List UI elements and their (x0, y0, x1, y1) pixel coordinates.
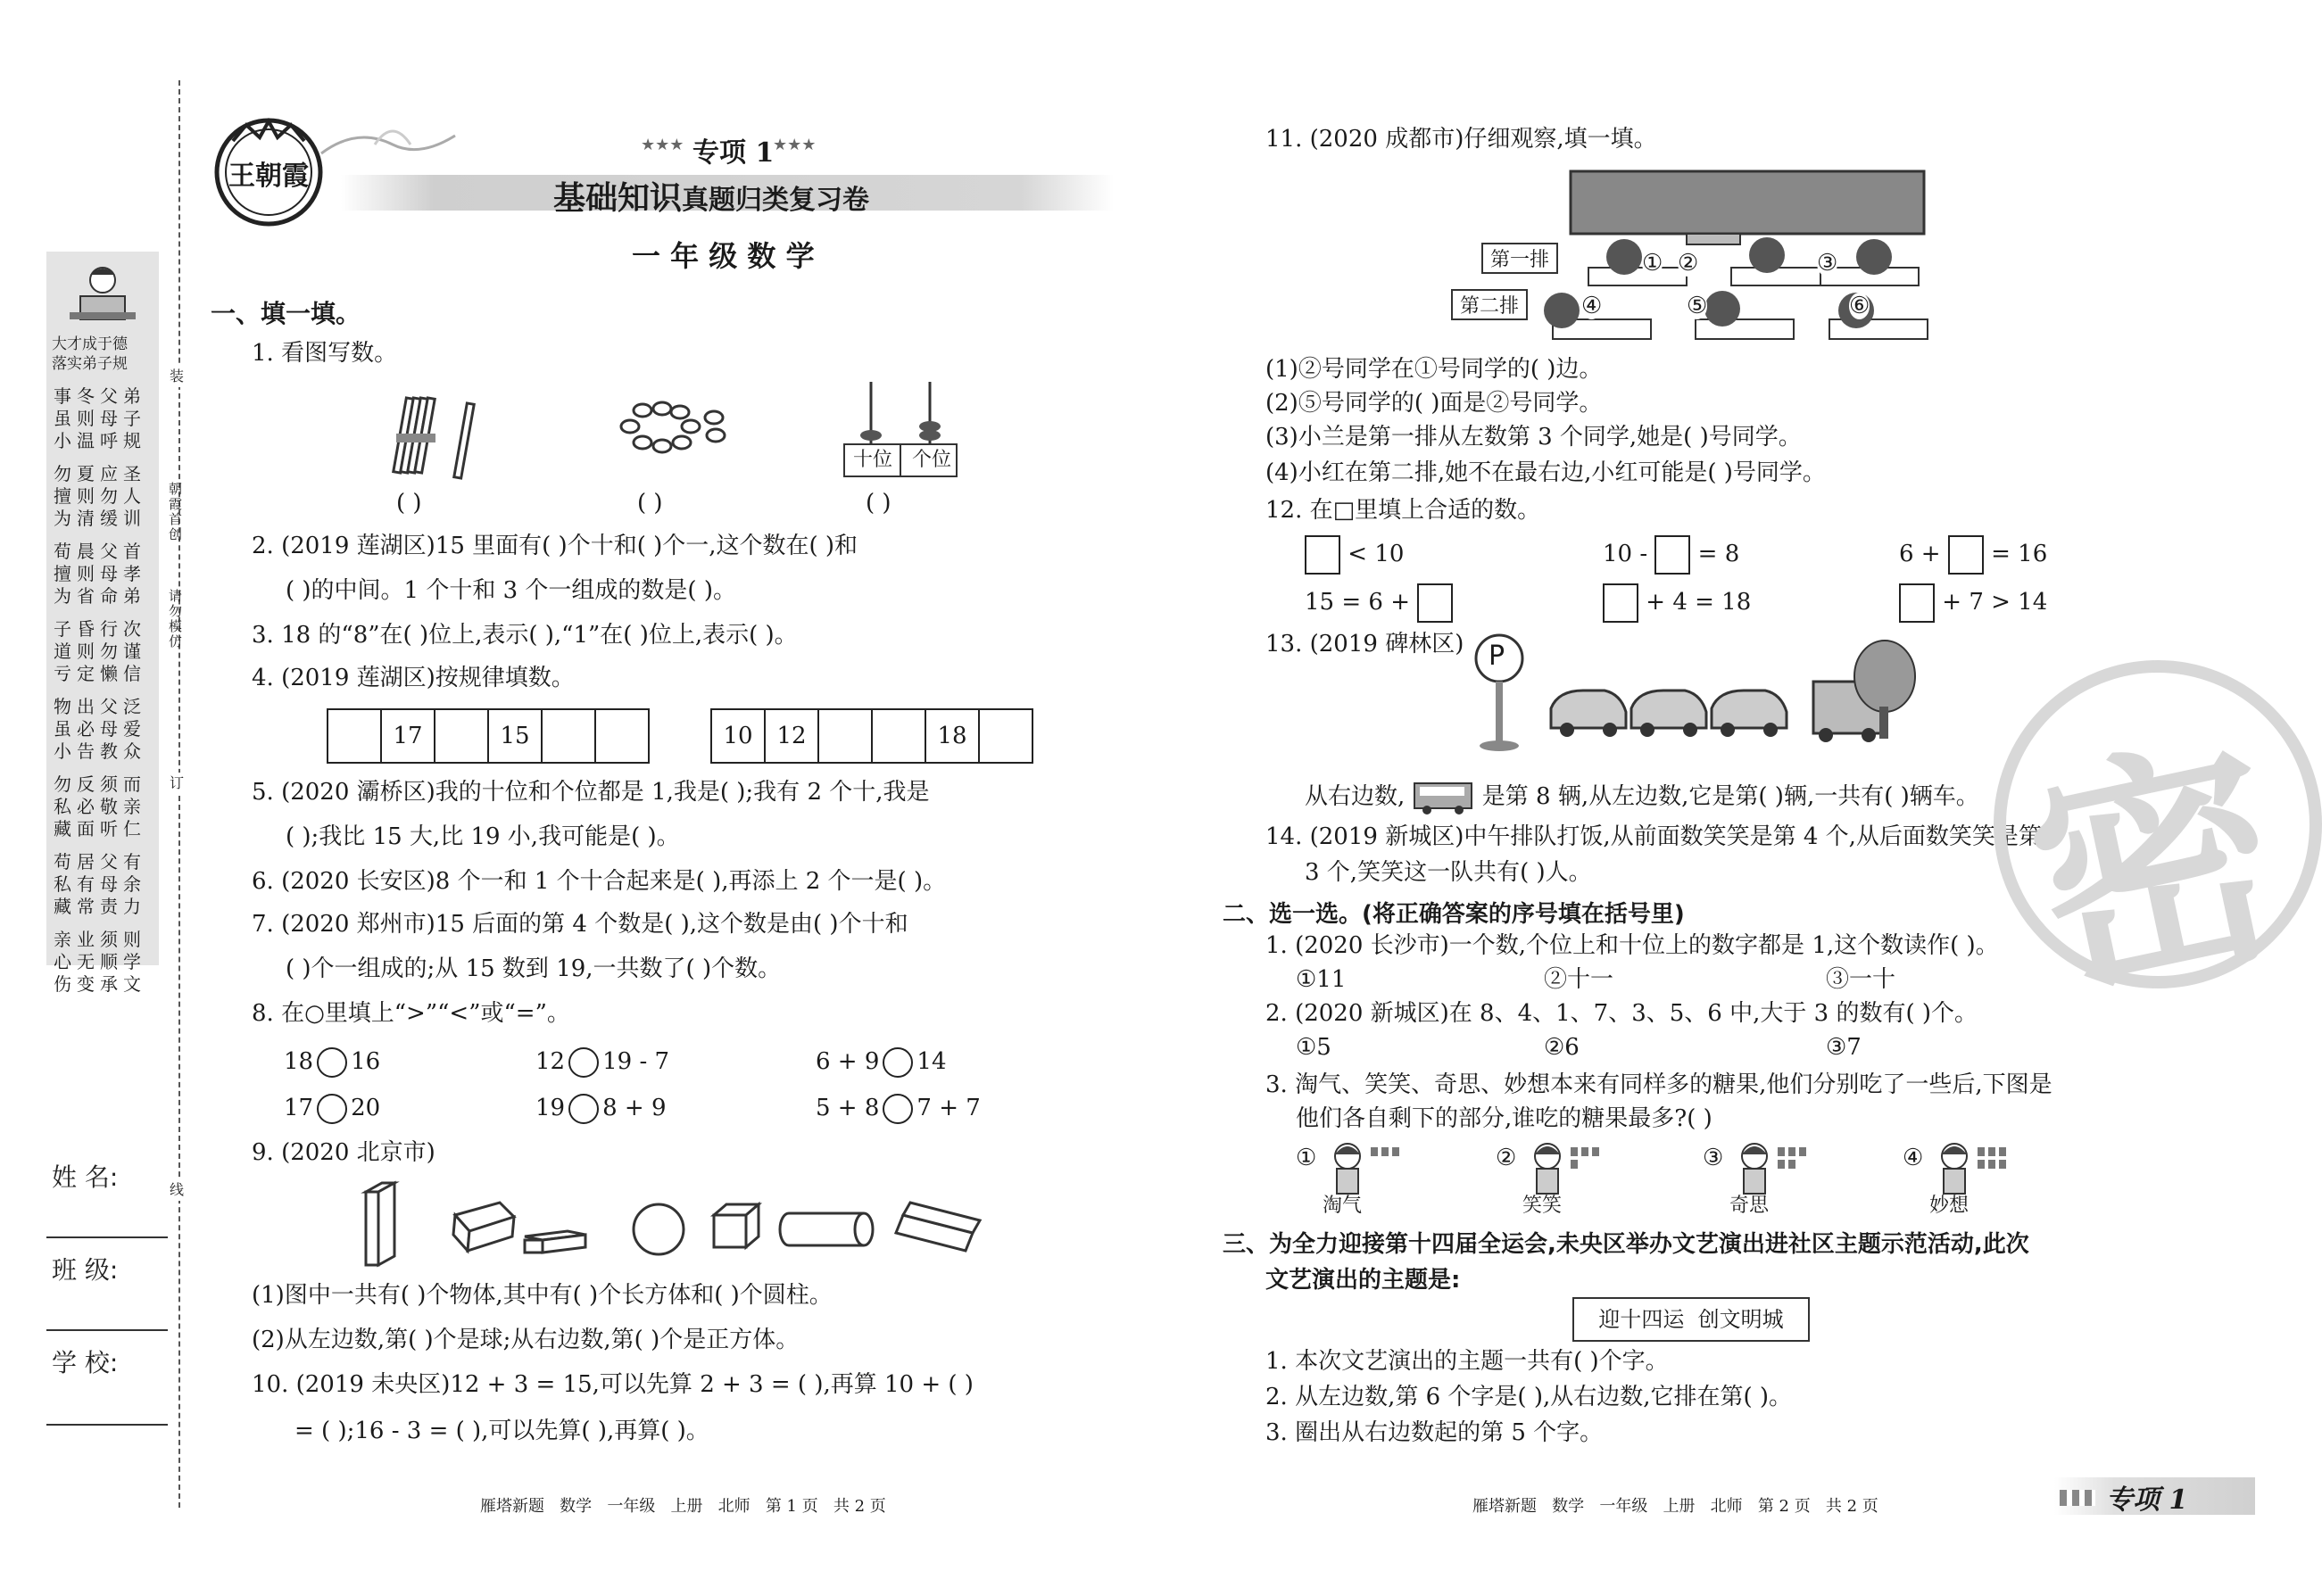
q11-part-2: (2)⑤号同学的( )面是②号同学。 (1265, 390, 1603, 417)
seat-4: ④ (1581, 293, 1603, 319)
rules-line: 伤变承文 (54, 973, 146, 995)
sequence-cell: 12 (766, 710, 819, 762)
q8-item-3[interactable]: 6 + 9 14 (816, 1047, 947, 1078)
candy-option-number[interactable]: ① (1296, 1145, 1317, 1171)
s2-q1-opt-3[interactable]: ③一十 (1826, 966, 1896, 993)
seat-1: ① (1642, 250, 1663, 277)
q13-text: 13. (2019 碑林区) (1265, 631, 1464, 657)
row-label-1: 第一排 (1481, 243, 1558, 274)
rules-line: 擅则母孝 (54, 563, 146, 584)
compare-circle[interactable] (883, 1094, 913, 1124)
q8-text: 8. 在○里填上“>”“<”或“=”。 (252, 1000, 570, 1027)
sequence-cell: 15 (489, 710, 543, 762)
answer-box[interactable] (1899, 583, 1935, 623)
motto-panel (46, 252, 159, 995)
secret-stamp (1994, 660, 2322, 1034)
rules-line: 私必敬亲 (54, 796, 146, 817)
s2-q2-opt-1[interactable]: ①5 (1296, 1034, 1331, 1061)
bus-icon (1413, 780, 1475, 815)
sequence-cell[interactable] (596, 710, 648, 762)
q7-line-1: 7. (2020 郑州市)15 后面的第 4 个数是( ),这个数是由( )个十和 (252, 911, 908, 938)
seat-2: ② (1678, 250, 1699, 277)
title-rest: 真题归类复习卷 (682, 185, 870, 216)
rules-line: 亏定懒信 (54, 663, 146, 684)
fold-mark-ding: 订 (170, 773, 184, 794)
topic-label: 专项 1 (692, 137, 775, 169)
subject-title: 一 年 级 数 学 (632, 239, 815, 273)
abacus-ones-label: 个位 (912, 449, 952, 471)
compare-circle[interactable] (568, 1094, 599, 1124)
child-candy-icon (1935, 1140, 2015, 1197)
rules-line: 为清缓训 (54, 508, 146, 529)
abacus-tens-label: 十位 (853, 449, 893, 471)
q13-text-b: 是第 8 辆,从左边数,它是第( )辆,一共有( )辆车。 (1481, 783, 1979, 810)
row-label-2: 第二排 (1451, 289, 1528, 320)
solid-shapes-illustration (357, 1179, 999, 1269)
rules-line: 藏常责力 (54, 896, 146, 917)
name-field[interactable] (46, 1236, 168, 1238)
q9-text: 9. (2020 北京市) (252, 1139, 435, 1166)
q14-line-2: 3 个,笑笑这一队共有( )人。 (1305, 859, 1592, 886)
rules-line: 为省命弟 (54, 585, 146, 607)
child-name: 淘气 (1323, 1195, 1363, 1217)
q4-sequence-row-2 (710, 708, 1033, 764)
theme-box: 迎十四运 创文明城 (1572, 1297, 1810, 1342)
q1-answer-1[interactable]: ( ) (396, 490, 422, 517)
q1-answer-2[interactable]: ( ) (637, 490, 663, 517)
q2-line-1: 2. (2019 莲湖区)15 里面有( )个十和( )个一,这个数在( )和 (252, 533, 858, 559)
motto-line-2: 落实弟子规 (52, 355, 128, 373)
rules-group (54, 696, 153, 763)
rules-line: 苟居父有 (54, 851, 146, 872)
sequence-cell[interactable] (980, 710, 1032, 762)
footer-tag-squares (2060, 1490, 2095, 1506)
q14-line-1: 14. (2019 新城区)中午排队打饭,从前面数笑笑是第 4 个,从后面数笑笑是第 (1265, 823, 2042, 850)
q4-sequence-row-1 (327, 708, 650, 764)
rules-line: 虽必母爱 (54, 718, 146, 740)
q4-text: 4. (2019 莲湖区)按规律填数。 (252, 665, 575, 691)
sequence-cell: 17 (382, 710, 435, 762)
fold-mark-zhuang: 装 (170, 366, 184, 387)
sequence-cell: 10 (712, 710, 766, 762)
s2-q2-opt-3[interactable]: ③7 (1826, 1034, 1862, 1061)
compare-circle[interactable] (883, 1047, 913, 1078)
candy-option-number[interactable]: ② (1496, 1145, 1517, 1171)
class-label: 班 级: (52, 1255, 119, 1285)
q1-answer-3[interactable]: ( ) (866, 490, 891, 517)
rules-line: 私有母余 (54, 873, 146, 895)
fold-mark-xian: 线 (170, 1179, 184, 1201)
compare-circle[interactable] (317, 1094, 347, 1124)
section-1-heading: 一、填一填。 (211, 299, 361, 328)
s2-q2-opt-2[interactable]: ②6 (1544, 1034, 1580, 1061)
footer-right: 雁塔新题 数学 一年级 上册 北师 第 2 页 共 2 页 (1472, 1497, 1878, 1516)
rules-line: 虽则母子 (54, 408, 146, 429)
rules-line: 子昏行次 (54, 618, 146, 640)
s3-q3-text: 3. 圈出从右边数起的第 5 个字。 (1265, 1419, 1604, 1446)
s2-q2-text: 2. (2020 新城区)在 8、4、1、7、3、5、6 中,大于 3 的数有( )个。 (1265, 1000, 1978, 1027)
rules-line: 亲业须则 (54, 929, 146, 950)
school-field[interactable] (46, 1424, 168, 1426)
footer-left: 雁塔新题 数学 一年级 上册 北师 第 1 页 共 2 页 (480, 1497, 886, 1516)
class-field[interactable] (46, 1329, 168, 1331)
q13-answer-line (1305, 780, 1979, 815)
q5-line-2: ( );我比 15 大,比 19 小,我可能是( )。 (286, 823, 680, 850)
child-candy-icon (1328, 1140, 1408, 1197)
child-name: 笑笑 (1522, 1195, 1563, 1217)
secret-stamp-text: 密 (2008, 707, 2303, 1034)
q8-item-4[interactable]: 17 20 (284, 1094, 380, 1124)
section-3-heading-line-2: 文艺演出的主题是: (1265, 1267, 1461, 1294)
fold-note-2: 请勿模仿 (167, 589, 183, 649)
sequence-cell[interactable] (819, 710, 873, 762)
title-bold: 基础知识 (553, 180, 683, 217)
school-label: 学 校: (52, 1348, 119, 1377)
page-title (553, 173, 869, 219)
q6-text: 6. (2020 长安区)8 个一和 1 个十合起来是( ),再添上 2 个一是( )。 (252, 868, 947, 895)
rules-line: 勿反须而 (54, 773, 146, 795)
s3-q1-text: 1. 本次文艺演出的主题一共有( )个字。 (1265, 1348, 1669, 1375)
candy-option-number[interactable]: ③ (1703, 1145, 1724, 1171)
candy-option-number[interactable]: ④ (1903, 1145, 1924, 1171)
rules-line: 荀晨父首 (54, 541, 146, 562)
s3-q2-text: 2. 从左边数,第 6 个字是( ),从右边数,它排在第( )。 (1265, 1384, 1793, 1410)
child-name: 奇思 (1729, 1195, 1770, 1217)
ribbon-decoration (321, 118, 455, 171)
q10-line-2: = ( );16 - 3 = ( ),可以先算( ),再算( )。 (294, 1418, 709, 1444)
sequence-cell[interactable] (435, 710, 489, 762)
q8-item-5[interactable]: 19 8 + 9 (535, 1094, 667, 1124)
q5-line-1: 5. (2020 灞桥区)我的十位和个位都是 1,我是( );我有 2 个十,我是 (252, 779, 930, 806)
name-label: 姓 名: (52, 1162, 119, 1192)
compare-circle[interactable] (568, 1047, 599, 1078)
s2-q1-opt-1[interactable]: ①11 (1296, 966, 1347, 993)
q7-line-2: ( )个一组成的;从 15 数到 19,一共数了( )个数。 (286, 955, 782, 982)
rules-line: 道则勿谨 (54, 641, 146, 662)
rules-text-block (54, 385, 153, 1006)
compare-circle[interactable] (317, 1047, 347, 1078)
q11-text: 11. (2020 成都市)仔细观察,填一填。 (1265, 126, 1657, 153)
s2-q3-line-1: 3. 淘气、笑笑、奇思、妙想本来有同样多的糖果,他们分别吃了一些后,下图是 (1265, 1071, 2052, 1098)
section-3-heading-line-1: 三、为全力迎接第十四届全运会,未央区举办文艺演出进社区主题示范活动,此次 (1223, 1231, 2029, 1258)
q11-part-4: (4)小红在第二排,她不在最右边,小红可能是( )号同学。 (1265, 459, 1826, 486)
q11-part-1: (1)②号同学在①号同学的( )边。 (1265, 356, 1603, 383)
rules-group (54, 773, 153, 840)
rules-line: 擅则勿人 (54, 485, 146, 507)
scholar-illustration (62, 259, 143, 330)
answer-box[interactable] (1417, 583, 1453, 623)
rules-group (54, 385, 153, 452)
q8-item-2[interactable]: 12 19 - 7 (535, 1047, 669, 1078)
footer-tag: 专项 1 (2106, 1484, 2188, 1516)
sequence-cell[interactable] (543, 710, 596, 762)
fold-note-1: 朝霞首创 (167, 482, 183, 542)
binding-line (178, 80, 180, 1508)
q9-part-2: (2)从左边数,第( )个是球;从右边数,第( )个是正方体。 (252, 1327, 800, 1353)
q9-part-1: (1)图中一共有( )个物体,其中有( )个长方体和( )个圆柱。 (252, 1282, 833, 1309)
rules-line: 小告教众 (54, 740, 146, 762)
rules-line: 事冬父弟 (54, 385, 146, 407)
child-candy-icon (1528, 1140, 1608, 1197)
q12-item-5[interactable]: + 4 = 18 (1603, 583, 1751, 623)
q10-line-1: 10. (2019 未央区)12 + 3 = 15,可以先算 2 + 3 = ( ),再算 10 + ( ) (252, 1371, 974, 1398)
parking-scene-illustration (1469, 632, 1915, 757)
rules-line: 心无顺学 (54, 951, 146, 972)
sequence-cell[interactable] (328, 710, 382, 762)
sequence-cell: 18 (926, 710, 980, 762)
motto-line-1: 大才成于德 (52, 335, 128, 353)
q12-item-1[interactable]: < 10 (1305, 535, 1404, 575)
s2-q3-line-2: 他们各自剩下的部分,谁吃的糖果最多?( ) (1296, 1105, 1712, 1132)
rules-group (54, 541, 153, 608)
brand-logo-text: 王朝霞 (228, 161, 309, 192)
rules-line: 勿夏应圣 (54, 463, 146, 484)
q12-text: 12. 在□里填上合适的数。 (1265, 497, 1541, 524)
q12-item-6[interactable]: + 7 > 14 (1899, 583, 2047, 623)
rules-line: 物出父泛 (54, 696, 146, 717)
sequence-cell[interactable] (873, 710, 926, 762)
topic-stars-right: ★★★ (773, 136, 817, 154)
answer-box[interactable] (1654, 535, 1690, 575)
seat-3: ③ (1817, 250, 1838, 277)
rules-group (54, 929, 153, 996)
q2-line-2: ( )的中间。1 个十和 3 个一组成的数是( )。 (286, 577, 736, 604)
q12-item-4[interactable]: 15 = 6 + (1305, 583, 1453, 623)
beads-illustration (616, 400, 732, 471)
q13-text-a: 从右边数, (1305, 783, 1406, 810)
rules-group (54, 618, 153, 685)
section-2-heading: 二、选一选。(将正确答案的序号填在括号里) (1223, 901, 1685, 928)
p-sign-letter: P (1489, 641, 1505, 672)
q8-item-1[interactable]: 18 16 (284, 1047, 380, 1078)
topic-stars-left: ★★★ (641, 136, 684, 154)
q1-text: 1. 看图写数。 (252, 340, 398, 367)
q12-item-3[interactable]: 6 + = 16 (1899, 535, 2047, 575)
s2-q1-opt-2[interactable]: ②十一 (1544, 966, 1614, 993)
q12-item-2[interactable]: 10 - = 8 (1603, 535, 1739, 575)
rules-line: 藏面听仁 (54, 818, 146, 839)
rules-line: 小温呼规 (54, 430, 146, 451)
child-candy-icon (1735, 1140, 1815, 1197)
answer-box[interactable] (1305, 535, 1340, 575)
bundle-sticks-illustration (384, 394, 482, 484)
rules-group (54, 463, 153, 530)
seat-6: ⑥ (1849, 293, 1870, 319)
seat-5: ⑤ (1687, 293, 1708, 319)
q11-part-3: (3)小兰是第一排从左数第 3 个同学,她是( )号同学。 (1265, 424, 1802, 451)
rules-group (54, 851, 153, 918)
child-name: 妙想 (1929, 1195, 1970, 1217)
answer-box[interactable] (1948, 535, 1984, 575)
s2-q1-text: 1. (2020 长沙市)一个数,个位上和十位上的数字都是 1,这个数读作( )。 (1265, 932, 1999, 959)
q3-text: 3. 18 的“8”在( )位上,表示( ),“1”在( )位上,表示( )。 (252, 622, 798, 649)
answer-box[interactable] (1603, 583, 1638, 623)
q8-item-6[interactable]: 5 + 8 7 + 7 (816, 1094, 981, 1124)
